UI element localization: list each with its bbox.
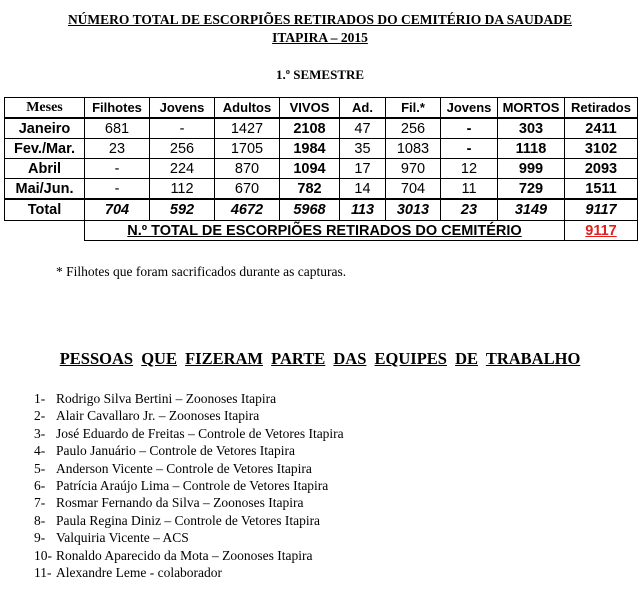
team-section-title [0,349,640,369]
cell: 999 [498,159,565,179]
cell: 303 [498,118,565,139]
list-text: Patrícia Araújo Lima – Controle de Vetores Itapira [56,477,329,493]
col-header: Retirados [565,98,638,119]
table-row [5,179,638,200]
cell: - [150,118,215,139]
cell: 14 [340,179,386,200]
footnote: * Filhotes que foram sacrificados durante as capturas. [56,264,347,279]
list-number: 4- [34,443,46,459]
cell: 5968 [280,199,340,221]
list-text: Ronaldo Aparecido da Mota – Zoonoses Itapira [56,547,313,563]
table-total-row [5,199,638,221]
cell: 704 [85,199,150,221]
cell: 1511 [565,179,638,200]
list-item [34,460,344,477]
col-header: VIVOS [280,98,340,119]
cell: 2093 [565,159,638,179]
grand-total-value-cell [565,221,638,241]
col-header: Adultos [215,98,280,119]
cell-mes: Total [5,199,85,221]
col-header: Fil.* [386,98,441,119]
grand-total-label-cell [85,221,565,241]
list-number: 10- [34,547,52,563]
team-list [34,390,344,581]
list-item [34,529,344,546]
list-text: Paula Regina Diniz – Controle de Vetores Itapira [56,512,321,528]
list-item [34,494,344,511]
cell: 256 [150,139,215,159]
col-header: MORTOS [498,98,565,119]
col-header: Ad. [340,98,386,119]
grand-total-value: 9117 [585,222,617,239]
col-header: Jovens [150,98,215,119]
cell: 1083 [386,139,441,159]
table-header-row [5,98,638,119]
list-item [34,564,344,581]
grand-total-row [5,221,638,241]
list-text: Alair Cavallaro Jr. – Zoonoses Itapira [56,408,260,424]
cell: 2108 [280,118,340,139]
cell: 23 [441,199,498,221]
list-item [34,442,344,459]
list-item [34,477,344,494]
cell: - [441,139,498,159]
semester-label: 1.º SEMESTRE [275,67,365,82]
cell: 870 [215,159,280,179]
cell: 592 [150,199,215,221]
cell: 11 [441,179,498,200]
cell: 23 [85,139,150,159]
list-number: 11- [34,564,52,580]
cell: 256 [386,118,441,139]
scorpion-table [4,97,638,241]
title-word: DAS [333,349,367,368]
list-text: Anderson Vicente – Controle de Vetores Itapira [56,460,312,476]
list-text: Paulo Januário – Controle de Vetores Itapira [56,443,295,459]
cell: 3013 [386,199,441,221]
document-subtitle: ITAPIRA – 2015 [272,30,368,45]
cell-mes: Janeiro [5,118,85,139]
cell: 1094 [280,159,340,179]
title-word: DE [455,349,479,368]
table-row [5,139,638,159]
list-number: 5- [34,460,46,476]
table-row [5,118,638,139]
title-word: QUE [141,349,177,368]
list-item [34,407,344,424]
grand-total-label: N.º TOTAL DE ESCORPIÕES RETIRADOS DO CEMITÉRIO [127,222,522,239]
title-word: TRABALHO [485,349,581,368]
title-word: FIZERAM [185,349,264,368]
cell-mes: Mai/Jun. [5,179,85,200]
list-number: 2- [34,408,46,424]
table-row [5,159,638,179]
cell: 704 [386,179,441,200]
cell: - [85,179,150,200]
list-item [34,512,344,529]
list-number: 1- [34,391,46,406]
cell: 35 [340,139,386,159]
cell: 47 [340,118,386,139]
title-word: PESSOAS [59,349,134,368]
cell: 1427 [215,118,280,139]
cell: 1984 [280,139,340,159]
list-number: 8- [34,512,46,528]
cell: 113 [340,199,386,221]
list-text: Alexandre Leme - colaborador [56,564,223,580]
cell: 729 [498,179,565,200]
list-number: 7- [34,495,46,511]
cell: 9117 [565,199,638,221]
list-item [34,547,344,564]
list-number: 6- [34,477,46,493]
list-item [34,425,344,442]
cell-mes: Abril [5,159,85,179]
cell-mes: Fev./Mar. [5,139,85,159]
cell: 4672 [215,199,280,221]
title-word: EQUIPES [374,349,447,368]
list-text: Rodrigo Silva Bertini – Zoonoses Itapira [56,391,277,406]
document-title: NÚMERO TOTAL DE ESCORPIÕES RETIRADOS DO CEMITÉRIO DA SAUDADE [67,12,573,27]
cell: 2411 [565,118,638,139]
cell: 224 [150,159,215,179]
cell: 681 [85,118,150,139]
list-text: Valquiria Vicente – ACS [56,530,189,546]
list-text: Rosmar Fernando da Silva – Zoonoses Itapira [56,495,304,511]
col-header: Filhotes [85,98,150,119]
col-header: Meses [5,98,85,119]
cell: 782 [280,179,340,200]
list-number: 9- [34,530,46,546]
cell: 1705 [215,139,280,159]
cell: 12 [441,159,498,179]
cell: 3149 [498,199,565,221]
cell: 112 [150,179,215,200]
list-text: José Eduardo de Freitas – Controle de Vetores Itapira [56,425,344,441]
col-header: Jovens [441,98,498,119]
list-item [34,390,344,407]
title-word: PARTE [271,349,326,368]
list-number: 3- [34,425,46,441]
cell: - [441,118,498,139]
cell: 970 [386,159,441,179]
cell: 3102 [565,139,638,159]
cell: 1118 [498,139,565,159]
cell: 17 [340,159,386,179]
cell: 670 [215,179,280,200]
cell: - [85,159,150,179]
